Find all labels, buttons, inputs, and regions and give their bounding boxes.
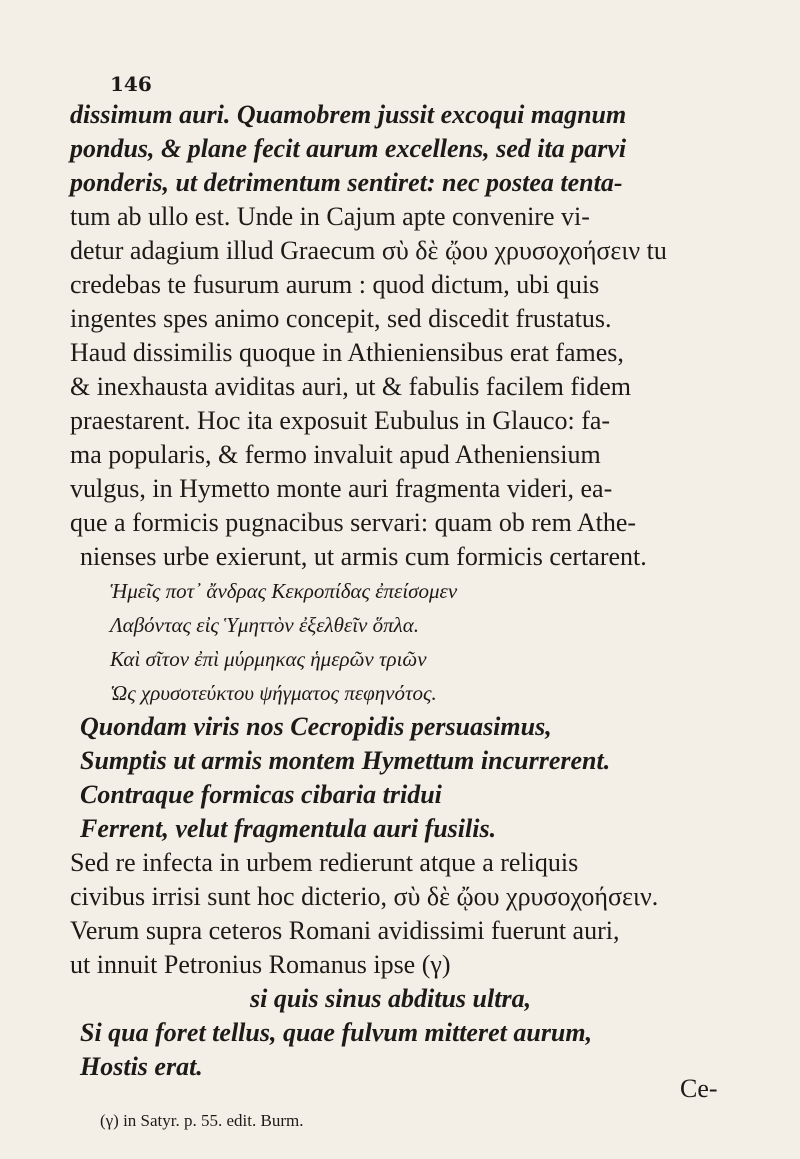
text-line: vulgus, in Hymetto monte auri fragmenta videri, ea- xyxy=(70,474,613,503)
text-line: credebas te fusurum aurum : quod dictum, ubi quis xyxy=(70,270,600,299)
latin-verse-line: Sumptis ut armis montem Hymettum incurrerent. xyxy=(80,746,611,775)
text-line: nienses urbe exierunt, ut armis cum formicis certarent. xyxy=(80,542,647,571)
quote-line: Si qua foret tellus, quae fulvum mitteret aurum, xyxy=(80,1018,593,1047)
main-text xyxy=(70,98,740,1084)
text-line: civibus irrisi sunt hoc dicterio, σὺ δὲ ᾤου χρυσοχοήσειν. xyxy=(70,882,659,911)
quote-line: Hostis erat. xyxy=(80,1052,203,1081)
text-line: pondus, & plane fecit aurum excellens, sed ita parvi xyxy=(70,134,627,163)
text-line: que a formicis pugnacibus servari: quam ob rem Athe- xyxy=(70,508,637,537)
text-line: & inexhausta aviditas auri, ut & fabulis facilem fidem xyxy=(70,372,632,401)
greek-verse-line: Ὡς χρυσοτεύκτου ψήγματος πεφηνότος. xyxy=(110,681,437,705)
text-line: ut innuit Petronius Romanus ipse (γ) xyxy=(70,950,451,979)
text-line: praestarent. Hoc ita exposuit Eubulus in Glauco: fa- xyxy=(70,406,611,435)
greek-verse-line: Λαβόντας εἰς Ὑμηττὸν ἐξελθεῖν ὅπλα. xyxy=(110,613,419,637)
text-line: ma popularis, & fermo invaluit apud Atheniensium xyxy=(70,440,601,469)
catchword: Ce- xyxy=(680,1074,718,1103)
latin-verse-line: Ferrent, velut fragmentula auri fusilis. xyxy=(80,814,497,843)
text-line: ingentes spes animo concepit, sed discedit frustatus. xyxy=(70,304,612,333)
text-line: detur adagium illud Graecum σὺ δὲ ᾤου χρυσοχοήσειν tu xyxy=(70,236,667,265)
quote-line: si quis sinus abditus ultra, xyxy=(250,984,532,1013)
page-number: 146 xyxy=(110,72,152,96)
footnote: (γ) in Satyr. p. 55. edit. Burm. xyxy=(100,1111,304,1130)
greek-verse-line: Καὶ σῖτον ἐπὶ μύρμηκας ἡμερῶν τριῶν xyxy=(110,647,427,671)
latin-verse-line: Contraque formicas cibaria tridui xyxy=(80,780,442,809)
greek-verse-line: Ἡμεῖς ποτ᾽ ἄνδρας Κεκροπίδας ἐπείσομεν xyxy=(110,579,458,603)
text-line: tum ab ullo est. Unde in Cajum apte convenire vi- xyxy=(70,202,590,231)
text-line: Haud dissimilis quoque in Athieniensibus erat fames, xyxy=(70,338,624,367)
latin-verse-line: Quondam viris nos Cecropidis persuasimus, xyxy=(80,712,552,741)
text-line: ponderis, ut detrimentum sentiret: nec postea tenta- xyxy=(70,168,623,197)
text-line: Verum supra ceteros Romani avidissimi fuerunt auri, xyxy=(70,916,620,945)
text-line: dissimum auri. Quamobrem jussit excoqui magnum xyxy=(70,100,627,129)
text-line: Sed re infecta in urbem redierunt atque a reliquis xyxy=(70,848,579,877)
